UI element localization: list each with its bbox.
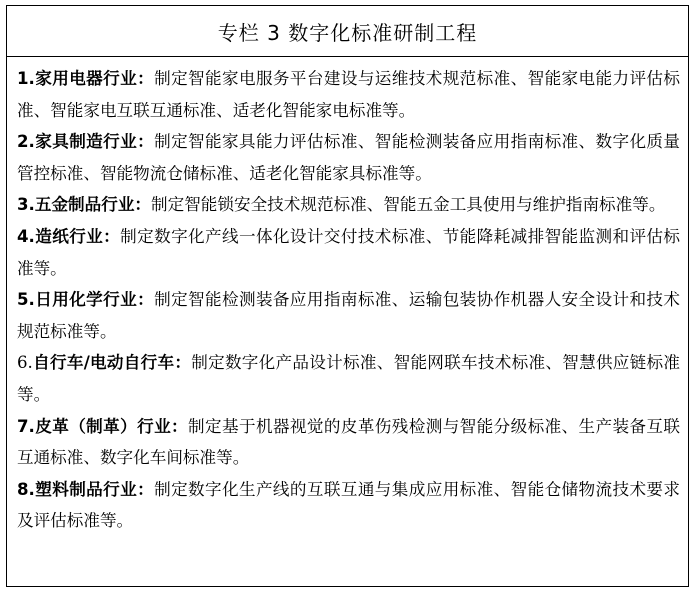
list-item: [17, 126, 680, 189]
list-item: [17, 474, 680, 537]
item-text: 制定智能检测装备应用指南标准、运输包装协作机器人安全设计和技术规范标准等。: [17, 290, 681, 341]
item-number: 7.: [17, 416, 35, 436]
list-item: [17, 63, 680, 126]
list-item: [17, 284, 680, 347]
item-text: 制定智能家具能力评估标准、智能检测装备应用指南标准、数字化质量管控标准、智能物流仓储标准、适老化智能家具标准等。: [17, 132, 681, 183]
item-text: 制定基于机器视觉的皮革伤残检测与智能分级标准、生产装备互联互通标准、数字化车间标准等。: [17, 416, 681, 468]
list-item: [17, 347, 680, 410]
item-text: 制定智能家电服务平台建设与运维技术规范标准、智能家电能力评估标准、智能家电互联互通标准、适老化智能家电标准等。: [17, 69, 681, 120]
item-heading: 皮革（制革）行业：: [34, 416, 189, 436]
item-heading: 家用电器行业：: [34, 69, 155, 88]
item-text: 制定数字化生产线的互联互通与集成应用标准、智能仓储物流技术要求及评估标准等。: [17, 479, 681, 531]
item-heading: 造纸行业：: [34, 226, 121, 246]
item-number: 4.: [17, 226, 35, 246]
item-heading: 五金制品行业：: [34, 195, 152, 215]
item-number: 8.: [17, 479, 35, 499]
item-heading: 家具制造行业：: [34, 132, 155, 152]
list-item: [17, 189, 680, 221]
item-number: 6.: [17, 353, 33, 373]
column-box: [6, 5, 689, 587]
item-text: 制定数字化产线一体化设计交付技术标准、节能降耗减排智能监测和评估标准等。: [17, 226, 681, 278]
item-number: 3.: [17, 195, 35, 215]
list-item: [17, 411, 680, 474]
list-item: [17, 221, 680, 284]
item-heading: 塑料制品行业：: [34, 479, 155, 499]
item-text: 制定智能锁安全技术规范标准、智能五金工具使用与维护指南标准等。: [151, 195, 666, 215]
item-list: [7, 57, 688, 537]
item-number: 5.: [17, 290, 35, 310]
item-heading: 自行车/电动自行车：: [32, 353, 192, 373]
item-heading: 日用化学行业：: [34, 290, 155, 310]
column-title: 专栏 3 数字化标准研制工程: [7, 6, 688, 57]
item-number: 1.: [17, 69, 35, 88]
item-number: 2.: [17, 132, 35, 152]
item-text: 制定数字化产品设计标准、智能网联车技术标准、智慧供应链标准等。: [17, 353, 680, 404]
